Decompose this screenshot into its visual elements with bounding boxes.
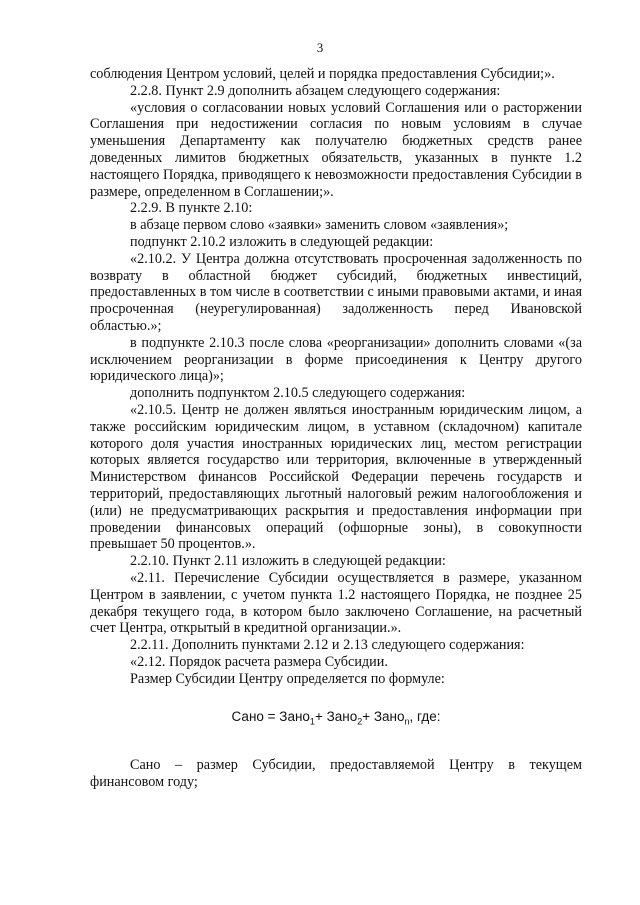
paragraph: 2.2.8. Пункт 2.9 дополнить абзацем следующего содержания: [130,82,501,99]
paragraph: в подпункте 2.10.3 после слова «реорганизации» дополнить словами «(за исключением реорганизации в форме присоединения к Центру другого юридического лица)»; [90,334,582,385]
paragraph: дополнить подпунктом 2.10.5 следующего содержания: [130,385,466,402]
paragraph: Размер Субсидии Центру определяется по формуле: [130,670,445,687]
paragraph: «2.11. Перечисление Субсидии осуществляется в размере, указанном Центром в заявлении, с учетом пункта 1.2 настоящего Порядка, не позднее 25 декабря текущего года, в котором было заключено Соглашение, на расчетный счет Центра, открытый в кредитной организации.». [90,569,582,637]
paragraph: «2.12. Порядок расчета размера Субсидии. [130,653,388,670]
subsidy-formula [90,709,582,730]
formula-subscript: 2 [357,717,363,728]
paragraph: 2.2.11. Дополнить пунктами 2.12 и 2.13 следующего содержания: [130,637,525,654]
formula-subscript: 1 [309,717,315,728]
paragraph: «условия о согласовании новых условий Соглашения или о расторжении Соглашения при недостижении согласия по новым условиям в случае уменьшения Департаменту как получателю бюджетных средств ранее доведенных лимитов бюджетных обязательств, указанных в пункте 1.2 настоящего Порядка, приводящего к невозможности предоставления Субсидии в размере, определенном в Соглашении;». [90,99,582,200]
paragraph: подпункт 2.10.2 изложить в следующей редакции: [130,233,434,250]
paragraph: 2.2.9. В пункте 2.10: [130,200,253,217]
formula-term: + Зано [314,709,358,725]
paragraph: соблюдения Центром условий, целей и порядка предоставления Субсидии;». [90,66,555,82]
paragraph: «2.10.2. У Центра должна отсутствовать просроченная задолженность по возврату в областной бюджет субсидий, бюджетных инвестиций, предоставленных в том числе в соответствии с иными правовыми актами, и иная просроченная (неурегулированная) задолженность перед Ивановской областью.»; [90,250,582,334]
page-number: 3 [316,40,324,55]
document-body [90,66,582,791]
paragraph: «2.10.5. Центр не должен являться иностранным юридическим лицом, а также российским юридическим лицом, в уставном (складочном) капитале которого доля участия иностранных юридических лиц, местом регистрации которых является государство или территория, включенные в утвержденный Министерством финансов Российской Федерации перечень государств и территорий, предоставляющих льготный налоговый режим налогообложения и (или) не предусматривающих раскрытия и предоставления информации при проведении финансовых операций (офшорные зоны), в совокупности превышает 50 процентов.». [90,401,582,553]
formula-lhs: Сано = Зано [231,709,310,725]
formula-term: + Зано [362,709,405,725]
formula-tail: , где: [409,709,441,725]
paragraph: 2.2.10. Пункт 2.11 изложить в следующей редакции: [130,553,446,570]
formula-subscript: n [404,717,410,728]
paragraph: Сано – размер Субсидии, предоставляемой Центру в текущем финансовом году; [90,756,582,790]
paragraph: в абзаце первом слово «заявки» заменить словом «заявления»; [130,217,509,234]
